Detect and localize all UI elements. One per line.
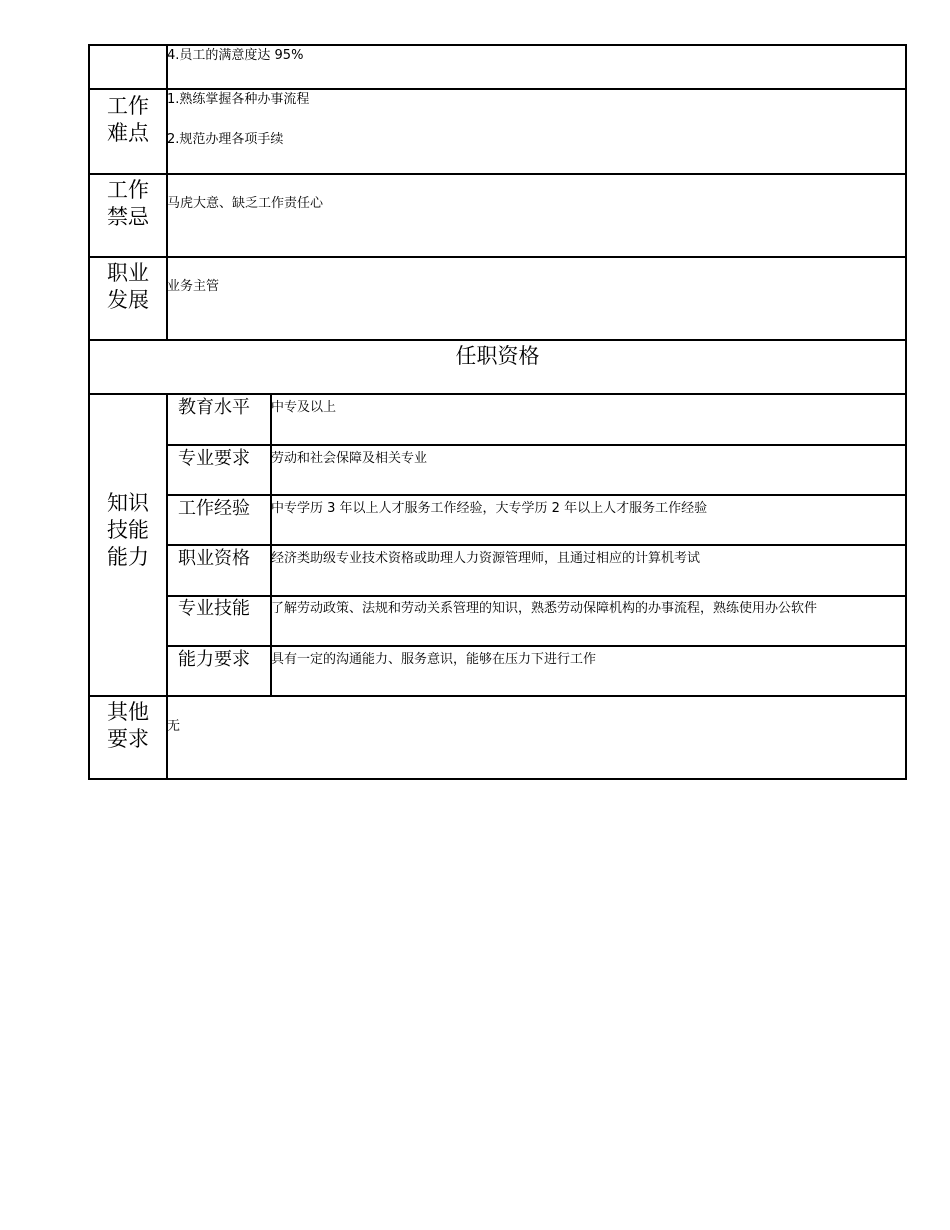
career-label: 职业 发展 (107, 261, 149, 312)
education-level-value: 中专及以上 (271, 400, 337, 415)
table-border-right (905, 44, 907, 780)
sub-row-divider (166, 544, 907, 546)
major-requirement-value: 劳动和社会保障及相关专业 (271, 451, 428, 466)
difficulty-item-1: 1.熟练掌握各种办事流程 (167, 92, 310, 107)
major-requirement-label: 专业要求 (178, 448, 250, 469)
table-border-bottom (88, 778, 907, 780)
sub-row-divider (166, 494, 907, 496)
professional-qualification-value: 经济类助级专业技术资格或助理人力资源管理师，且通过相应的计算机考试 (271, 551, 701, 566)
job-description-table (88, 44, 907, 780)
row-divider (88, 88, 907, 90)
work-experience-label: 工作经验 (178, 498, 250, 519)
table-border-top (88, 44, 907, 46)
professional-qualification-label: 职业资格 (178, 548, 250, 569)
other-requirements-text: 无 (167, 719, 181, 734)
row-divider (88, 173, 907, 175)
sub-row-divider (166, 444, 907, 446)
ability-requirement-value: 具有一定的沟通能力、服务意识，能够在压力下进行工作 (271, 652, 597, 667)
sub-row-divider (166, 595, 907, 597)
work-experience-value: 中专学历 3 年以上人才服务工作经验，大专学历 2 年以上人才服务工作经验 (271, 501, 708, 516)
row-divider (88, 695, 907, 697)
ability-requirement-label: 能力要求 (178, 649, 250, 670)
row-divider (88, 256, 907, 258)
row-divider (88, 393, 907, 395)
education-level-label: 教育水平 (178, 397, 250, 418)
qualification-section-title: 任职资格 (455, 344, 540, 368)
professional-skills-value: 了解劳动政策、法规和劳动关系管理的知识，熟悉劳动保障机构的办事流程，熟练使用办公软件 (271, 601, 818, 616)
taboos-label: 工作 禁忌 (107, 178, 149, 229)
table-border-left (88, 44, 90, 780)
professional-skills-label: 专业技能 (178, 598, 250, 619)
taboos-text: 马虎大意、缺乏工作责任心 (167, 196, 324, 211)
goal-item-4: 4.员工的满意度达 95% (167, 48, 304, 63)
difficulty-item-2: 2.规范办理各项手续 (167, 132, 284, 147)
knowledge-skills-label: 知识 技能 能力 (107, 491, 149, 569)
row-divider (88, 339, 907, 341)
sub-row-divider (166, 645, 907, 647)
label-column-divider (166, 44, 168, 341)
difficulties-label: 工作 难点 (107, 94, 149, 145)
other-requirements-label: 其他 要求 (107, 700, 149, 751)
career-text: 业务主管 (167, 279, 220, 294)
